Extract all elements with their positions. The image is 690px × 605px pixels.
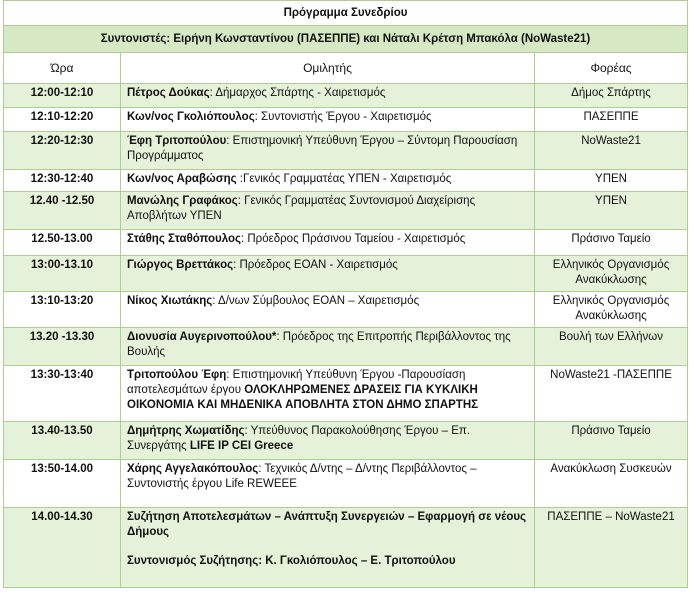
program-name: LIFE IP CEI Greece bbox=[189, 440, 294, 452]
speaker-cell bbox=[121, 422, 535, 460]
time-cell: 13:50-14.00 bbox=[4, 460, 121, 508]
speaker-role: : Δ/νων Σύμβουλος ΕΟΑΝ – Χαιρετισμός bbox=[212, 295, 420, 307]
speaker-role: : Πρόεδρος της Επιτροπής Περιβάλλοντος της Βουλής bbox=[127, 331, 511, 358]
discussion-title: Συζήτηση Αποτελεσμάτων – Ανάπτυξη Συνεργειών – Εφαρμογή σε νέους Δήμους bbox=[127, 511, 527, 538]
time-cell: 14.00-14.30 bbox=[4, 508, 121, 588]
speaker-role: : Τεχνικός Δ/ντης – Δ/ντης Περιβάλλοντος – Συντονιστής έργου Life REWEEE bbox=[127, 463, 477, 490]
speaker-name: Νίκος Χιωτάκης bbox=[127, 295, 213, 307]
org-cell: ΠΑΣΕΠΠΕ bbox=[535, 108, 688, 132]
speaker-name: Γιώργος Βρεττάκος bbox=[127, 259, 234, 271]
org-cell: Ελληνικός Οργανισμός Ανακύκλωσης bbox=[535, 292, 688, 328]
time-cell: 13.40-13.50 bbox=[4, 422, 121, 460]
header-time: Ώρα bbox=[4, 53, 121, 84]
speaker-role: : Πρόεδρος ΕΟΑΝ - Χαιρετισμός bbox=[233, 259, 398, 271]
speaker-role: : Επιστημονική Υπεύθυνη Έργου – Σύντομη Παρουσίαση Προγράμματος bbox=[127, 135, 518, 162]
table-row bbox=[4, 328, 688, 366]
org-cell: Βουλή των Ελλήνων bbox=[535, 328, 688, 366]
program-title: Πρόγραμμα Συνεδρίου bbox=[4, 1, 688, 26]
org-cell: Ελληνικός Οργανισμός Ανακύκλωσης bbox=[535, 256, 688, 292]
speaker-name: Στάθης Σταθόπουλος bbox=[127, 233, 241, 245]
org-cell: NoWaste21 bbox=[535, 132, 688, 170]
speaker-cell bbox=[121, 230, 535, 256]
speaker-cell bbox=[121, 292, 535, 328]
time-cell: 13.20 -13.30 bbox=[4, 328, 121, 366]
speaker-cell bbox=[121, 108, 535, 132]
speaker-name: Μανώλης Γραφάκος bbox=[127, 195, 238, 207]
spacer bbox=[127, 540, 528, 554]
speaker-role: : Γενικός Γραμματέας Συντονισμού Διαχείρισης Αποβλήτων ΥΠΕΝ bbox=[127, 195, 476, 222]
title-row bbox=[4, 1, 688, 26]
time-cell: 12:20-12:30 bbox=[4, 132, 121, 170]
table-row bbox=[4, 84, 688, 108]
table-row bbox=[4, 508, 688, 588]
speaker-role: : Συντονιστής Έργου - Χαιρετισμός bbox=[254, 111, 432, 123]
header-org: Φορέας bbox=[535, 53, 688, 84]
time-cell: 13:10-13:20 bbox=[4, 292, 121, 328]
header-row bbox=[4, 53, 688, 84]
speaker-role: : Πρόεδρος Πράσινου Ταμείου - Χαιρετισμός bbox=[240, 233, 466, 245]
table-row bbox=[4, 292, 688, 328]
program-table bbox=[3, 0, 688, 588]
speaker-name: Έφη Τριτοπούλου bbox=[127, 135, 227, 147]
table-row bbox=[4, 230, 688, 256]
header-speakers: Ομιλητής bbox=[121, 53, 535, 84]
org-cell: NoWaste21 -ΠΑΣΕΠΠΕ bbox=[535, 366, 688, 422]
table-row bbox=[4, 256, 688, 292]
speaker-role: : Δήμαρχος Σπάρτης - Χαιρετισμός bbox=[209, 87, 386, 99]
discussion-moderation: Συντονισμός Συζήτησης: Κ. Γκολιόπουλος – Ε. Τριτοπούλου bbox=[127, 555, 456, 567]
time-cell: 13:30-13:40 bbox=[4, 366, 121, 422]
speaker-name: Τριτοπούλου Έφη bbox=[127, 369, 227, 381]
table-row bbox=[4, 460, 688, 508]
speaker-cell bbox=[121, 460, 535, 508]
speaker-cell bbox=[121, 328, 535, 366]
table-row bbox=[4, 422, 688, 460]
time-cell: 13:00-13.10 bbox=[4, 256, 121, 292]
org-cell: ΥΠΕΝ bbox=[535, 170, 688, 192]
org-cell: ΥΠΕΝ bbox=[535, 192, 688, 230]
speaker-role: :Γενικός Γραμματέας ΥΠΕΝ - Χαιρετισμός bbox=[236, 173, 452, 185]
speaker-name: Χάρης Αγγελακόπουλος bbox=[127, 463, 259, 475]
table-row bbox=[4, 132, 688, 170]
speaker-cell bbox=[121, 84, 535, 108]
time-cell: 12:00-12:10 bbox=[4, 84, 121, 108]
speaker-name: Κων/νος Αραβώσης bbox=[127, 173, 237, 185]
speaker-role: : Επιστημονική Υπεύθυνη Έργου -Παρουσίαση αποτελεσμάτων έργου bbox=[127, 369, 466, 396]
speaker-name: Διονυσία Αυγερινοπούλου* bbox=[127, 331, 277, 343]
speaker-cell bbox=[121, 366, 535, 422]
speaker-cell bbox=[121, 192, 535, 230]
table-row bbox=[4, 192, 688, 230]
org-cell: Δήμος Σπάρτης bbox=[535, 84, 688, 108]
project-title: ΟΛΟΚΛΗΡΩΜΕΝΕΣ ΔΡΑΣΕΙΣ ΓΙΑ ΚΥΚΛΙΚΗ ΟΙΚΟΝΟΜΙΑ ΚΑΙ ΜΗΔΕΝΙΚΑ ΑΠΟΒΛΗΤΑ ΣΤΟΝ ΔΗΜΟ ΣΠΑΡΤΗΣ bbox=[127, 384, 479, 411]
time-cell: 12.40 -12.50 bbox=[4, 192, 121, 230]
speaker-cell bbox=[121, 132, 535, 170]
org-cell: Πράσινο Ταμείο bbox=[535, 422, 688, 460]
org-cell: ΠΑΣΕΠΠΕ – NoWaste21 bbox=[535, 508, 688, 588]
org-cell: Πράσινο Ταμείο bbox=[535, 230, 688, 256]
speaker-role: : Υπεύθυνος Παρακολούθησης Έργου – Επ. Συνεργάτης bbox=[127, 425, 471, 452]
table-row bbox=[4, 366, 688, 422]
speaker-name: Κων/νος Γκολιόπουλος bbox=[127, 111, 255, 123]
speaker-cell bbox=[121, 508, 535, 588]
time-cell: 12:30-12:40 bbox=[4, 170, 121, 192]
coordinators-row bbox=[4, 26, 688, 53]
org-cell: Ανακύκλωση Συσκευών bbox=[535, 460, 688, 508]
speaker-cell bbox=[121, 256, 535, 292]
table-row bbox=[4, 170, 688, 192]
time-cell: 12.50-13.00 bbox=[4, 230, 121, 256]
speaker-name: Πέτρος Δούκας bbox=[127, 87, 210, 99]
time-cell: 12:10-12:20 bbox=[4, 108, 121, 132]
speaker-name: Δημήτρης Χωματίδης bbox=[127, 425, 245, 437]
table-row bbox=[4, 108, 688, 132]
speaker-cell bbox=[121, 170, 535, 192]
coordinators-text: Συντονιστές: Ειρήνη Κωνσταντίνου (ΠΑΣΕΠΠΕ) και Νάταλι Κρέτση Μπακόλα (NoWaste21) bbox=[4, 26, 688, 53]
